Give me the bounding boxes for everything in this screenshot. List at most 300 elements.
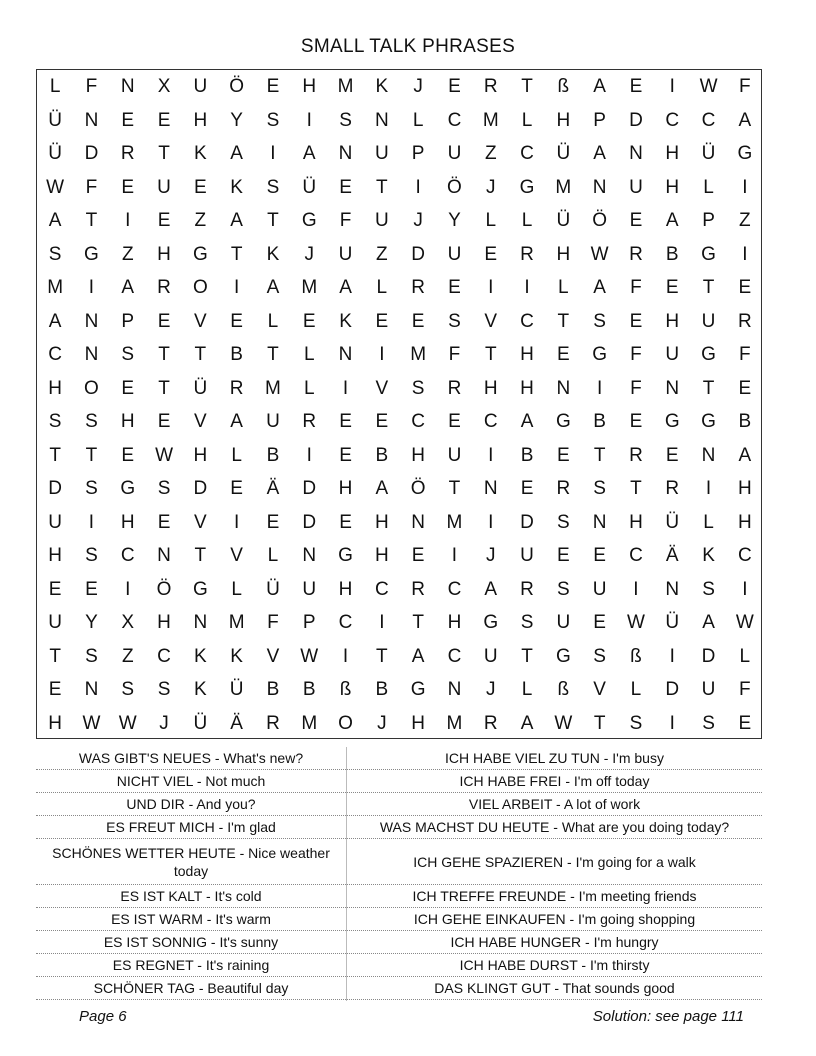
grid-letter: B xyxy=(520,444,534,466)
grid-letter: ß xyxy=(339,679,352,700)
grid-row xyxy=(37,137,761,171)
grid-letter: U xyxy=(266,411,280,432)
grid-letter: E xyxy=(121,444,135,466)
grid-letter: K xyxy=(339,310,352,332)
grid-letter: R xyxy=(483,712,498,734)
grid-letter: T xyxy=(49,645,61,667)
grid-letter: N xyxy=(120,76,135,97)
grid-row xyxy=(37,606,761,640)
grid-letter: O xyxy=(338,712,353,734)
grid-letter: I xyxy=(270,143,276,164)
grid-letter: L xyxy=(49,76,61,97)
grid-letter: E xyxy=(411,545,425,566)
grid-letter: V xyxy=(266,645,280,667)
grid-letter: F xyxy=(448,344,461,365)
grid-letter: V xyxy=(193,511,207,533)
grid-letter: L xyxy=(231,578,242,600)
grid-letter: Ö xyxy=(229,76,245,97)
grid-letter: Ä xyxy=(665,545,679,566)
grid-letter: F xyxy=(85,76,98,97)
grid-letter: G xyxy=(301,210,317,231)
phrase-left: SCHÖNER TAG - Beautiful day xyxy=(36,977,346,1000)
grid-letter: H xyxy=(411,444,426,466)
grid-letter: T xyxy=(267,344,279,365)
grid-letter: G xyxy=(519,176,535,198)
word-list-row xyxy=(36,885,762,908)
grid-letter: I xyxy=(669,76,675,97)
grid-letter: L xyxy=(521,210,533,231)
grid-letter: L xyxy=(267,545,279,566)
grid-letter: E xyxy=(375,310,389,332)
phrase-right: VIEL ARBEIT - A lot of work xyxy=(347,793,762,816)
page-title: SMALL TALK PHRASES xyxy=(300,36,516,57)
phrase-left: ES FREUT MICH - I'm glad xyxy=(36,816,346,839)
grid-letter: W xyxy=(82,712,101,734)
grid-letter: G xyxy=(192,578,208,600)
grid-row xyxy=(37,405,761,439)
grid-row xyxy=(37,573,761,607)
grid-letter: S xyxy=(339,109,352,131)
grid-letter: N xyxy=(193,612,208,633)
grid-letter: E xyxy=(448,76,461,97)
grid-letter: Y xyxy=(448,210,461,231)
grid-letter: J xyxy=(485,176,496,198)
grid-letter: E xyxy=(85,578,98,600)
grid-letter: L xyxy=(303,377,315,399)
grid-letter: T xyxy=(85,210,98,231)
grid-letter: Ü xyxy=(665,511,680,533)
grid-letter: U xyxy=(483,645,498,667)
grid-letter: I xyxy=(415,176,421,198)
grid-letter: H xyxy=(556,109,571,131)
grid-letter: M xyxy=(47,277,64,298)
grid-row xyxy=(37,70,761,104)
grid-letter: T xyxy=(85,444,98,466)
grid-letter: U xyxy=(701,679,716,700)
grid-letter: T xyxy=(412,612,424,633)
grid-letter: A xyxy=(302,143,316,164)
grid-letter: E xyxy=(302,310,316,332)
grid-letter: L xyxy=(485,210,497,231)
grid-row xyxy=(37,204,761,238)
grid-letter: D xyxy=(665,679,680,700)
grid-letter: T xyxy=(521,645,533,667)
grid-letter: U xyxy=(447,444,462,466)
grid-letter: T xyxy=(376,176,388,198)
grid-letter: H xyxy=(48,545,63,566)
grid-letter: J xyxy=(159,712,169,734)
page-number: Page 6 xyxy=(79,1008,127,1025)
grid-letter: T xyxy=(267,210,279,231)
grid-letter: T xyxy=(376,645,388,667)
grid-letter: T xyxy=(158,344,170,365)
grid-letter: I xyxy=(234,511,240,533)
grid-letter: E xyxy=(339,444,352,466)
grid-letter: T xyxy=(448,478,461,499)
grid-letter: B xyxy=(375,444,389,466)
grid-letter: I xyxy=(342,645,349,667)
grid-letter: Ü xyxy=(193,377,208,399)
grid-letter: I xyxy=(451,545,458,566)
grid-letter: Z xyxy=(376,243,388,265)
grid-letter: P xyxy=(121,310,135,332)
grid-letter: R xyxy=(157,277,171,298)
grid-letter: W xyxy=(554,712,573,734)
grid-letter: E xyxy=(121,176,135,198)
grid-letter: A xyxy=(593,277,606,298)
grid-letter: O xyxy=(84,377,99,399)
grid-letter: I xyxy=(669,645,675,667)
grid-letter: Z xyxy=(121,243,134,265)
grid-letter: R xyxy=(629,444,643,466)
grid-letter: S xyxy=(266,176,280,198)
grid-letter: E xyxy=(375,411,389,432)
grid-row xyxy=(37,539,761,573)
grid-letter: E xyxy=(593,545,606,566)
grid-letter: A xyxy=(593,143,606,164)
grid-letter: A xyxy=(375,478,389,499)
grid-row xyxy=(37,238,761,272)
grid-letter: M xyxy=(265,377,281,399)
grid-letter: I xyxy=(633,578,639,600)
grid-letter: K xyxy=(266,243,280,265)
grid-letter: U xyxy=(447,243,462,265)
grid-letter: X xyxy=(157,76,171,97)
grid-letter: H xyxy=(737,511,752,533)
grid-letter: A xyxy=(520,712,534,734)
grid-letter: S xyxy=(411,377,425,399)
grid-letter: A xyxy=(738,109,752,131)
grid-letter: N xyxy=(84,344,99,365)
grid-letter: C xyxy=(338,612,353,633)
grid-letter: H xyxy=(157,243,171,265)
grid-letter: C xyxy=(520,143,534,164)
phrase-left: NICHT VIEL - Not much xyxy=(36,770,346,793)
grid-letter: V xyxy=(593,679,606,700)
grid-letter: C xyxy=(665,109,680,131)
grid-letter: H xyxy=(374,545,389,566)
grid-letter: E xyxy=(665,277,679,298)
grid-letter: W xyxy=(46,176,65,198)
grid-letter: Z xyxy=(194,210,207,231)
grid-letter: I xyxy=(705,478,712,499)
phrase-right: ICH GEHE EINKAUFEN - I'm going shopping xyxy=(347,908,762,931)
grid-letter: B xyxy=(266,679,280,700)
grid-letter: Ä xyxy=(230,712,243,734)
word-list-row xyxy=(36,816,762,839)
grid-letter: E xyxy=(448,277,461,298)
grid-letter: H xyxy=(48,712,63,734)
phrase-right: ICH HABE FREI - I'm off today xyxy=(347,770,762,793)
grid-letter: N xyxy=(701,444,716,466)
grid-letter: G xyxy=(701,411,716,432)
grid-letter: R xyxy=(629,243,643,265)
grid-letter: R xyxy=(447,377,462,399)
grid-letter: G xyxy=(737,143,753,164)
grid-letter: E xyxy=(339,176,352,198)
grid-letter: U xyxy=(374,210,389,231)
word-list xyxy=(36,747,762,1001)
grid-letter: I xyxy=(306,109,312,131)
word-list-row xyxy=(36,954,762,977)
grid-letter: E xyxy=(556,444,570,466)
grid-letter: E xyxy=(193,176,207,198)
grid-letter: T xyxy=(194,344,207,365)
grid-letter: D xyxy=(302,478,317,499)
grid-letter: E xyxy=(48,578,62,600)
grid-letter: I xyxy=(742,243,748,265)
grid-letter: L xyxy=(630,679,642,700)
grid-letter: N xyxy=(592,511,607,533)
grid-letter: N xyxy=(629,143,643,164)
grid-row xyxy=(37,439,761,473)
grid-letter: N xyxy=(84,109,99,131)
grid-letter: Ü xyxy=(556,143,571,164)
grid-letter: F xyxy=(739,344,751,365)
grid-letter: N xyxy=(302,545,317,566)
grid-letter: N xyxy=(483,478,498,499)
grid-letter: S xyxy=(157,679,171,700)
grid-letter: H xyxy=(629,511,643,533)
grid-letter: Ü xyxy=(266,578,280,600)
grid-letter: C xyxy=(48,344,63,365)
grid-letter: I xyxy=(88,277,95,298)
phrase-right: ICH HABE VIEL ZU TUN - I'm busy xyxy=(347,747,762,770)
grid-letter: D xyxy=(48,478,63,499)
grid-letter: H xyxy=(737,478,752,499)
grid-letter: S xyxy=(520,612,534,633)
grid-letter: H xyxy=(520,377,534,399)
grid-letter: Ö xyxy=(592,210,608,231)
grid-letter: T xyxy=(49,444,61,466)
phrase-right: ICH HABE HUNGER - I'm hungry xyxy=(347,931,762,954)
grid-letter: W xyxy=(590,243,609,265)
grid-letter: C xyxy=(520,310,534,332)
grid-row xyxy=(37,673,761,707)
grid-letter: L xyxy=(703,511,714,533)
grid-letter: R xyxy=(556,478,571,499)
grid-letter: G xyxy=(701,243,716,265)
word-list-row xyxy=(36,908,762,931)
grid-letter: E xyxy=(339,411,352,432)
grid-row xyxy=(37,372,761,406)
grid-row xyxy=(37,104,761,138)
grid-letter: R xyxy=(411,578,426,600)
grid-letter: A xyxy=(48,210,62,231)
grid-letter: U xyxy=(302,578,317,600)
grid-letter: E xyxy=(629,411,643,432)
grid-letter: T xyxy=(194,545,207,566)
grid-letter: N xyxy=(447,679,462,700)
word-list-row xyxy=(36,977,762,1000)
grid-letter: S xyxy=(593,478,606,499)
grid-letter: L xyxy=(521,679,533,700)
grid-letter: R xyxy=(411,277,426,298)
grid-letter: U xyxy=(556,612,571,633)
grid-letter: I xyxy=(742,578,748,600)
grid-letter: A xyxy=(121,277,135,298)
grid-letter: F xyxy=(739,76,751,97)
grid-letter: F xyxy=(85,176,98,198)
grid-letter: I xyxy=(379,344,385,365)
grid-letter: I xyxy=(488,511,494,533)
grid-letter: D xyxy=(302,511,317,533)
phrase-left: SCHÖNES WETTER HEUTE - Nice weather today xyxy=(36,839,346,885)
grid-letter: V xyxy=(484,310,498,332)
grid-letter: A xyxy=(230,143,243,164)
grid-letter: C xyxy=(483,411,498,432)
grid-letter: V xyxy=(193,310,207,332)
grid-letter: I xyxy=(524,277,530,298)
grid-letter: T xyxy=(230,243,243,265)
grid-letter: Ä xyxy=(266,478,280,499)
word-list-row xyxy=(36,770,762,793)
word-search-grid xyxy=(36,69,762,739)
grid-letter: Ü xyxy=(665,612,680,633)
grid-letter: H xyxy=(447,612,462,633)
grid-letter: U xyxy=(447,143,462,164)
grid-letter: H xyxy=(338,478,353,499)
grid-letter: K xyxy=(230,176,243,198)
grid-letter: C xyxy=(374,578,389,600)
grid-letter: T xyxy=(521,76,533,97)
phrase-left: UND DIR - And you? xyxy=(36,793,346,816)
grid-letter: H xyxy=(665,176,680,198)
grid-letter: M xyxy=(446,511,463,533)
grid-letter: T xyxy=(593,444,606,466)
grid-letter: Y xyxy=(85,612,98,633)
grid-letter: M xyxy=(228,612,245,633)
phrase-left: ES REGNET - It's raining xyxy=(36,954,346,977)
grid-letter: Ö xyxy=(410,478,426,499)
grid-letter: E xyxy=(556,545,570,566)
grid-letter: E xyxy=(484,243,498,265)
grid-letter: D xyxy=(701,645,716,667)
grid-letter: S xyxy=(85,545,98,566)
grid-letter: F xyxy=(267,612,279,633)
grid-letter: H xyxy=(193,444,208,466)
grid-letter: A xyxy=(665,210,679,231)
grid-letter: A xyxy=(411,645,425,667)
grid-letter: S xyxy=(593,310,606,332)
grid-letter: L xyxy=(739,645,751,667)
grid-letter: U xyxy=(701,310,716,332)
grid-letter: E xyxy=(266,76,280,97)
grid-letter: E xyxy=(121,377,135,399)
grid-letter: E xyxy=(665,444,679,466)
grid-letter: H xyxy=(157,612,171,633)
word-list-row xyxy=(36,931,762,954)
grid-letter: U xyxy=(520,545,534,566)
grid-letter: M xyxy=(410,344,427,365)
grid-letter: K xyxy=(230,645,243,667)
grid-letter: V xyxy=(230,545,243,566)
grid-letter: Ü xyxy=(193,712,208,734)
grid-letter: H xyxy=(120,411,135,432)
grid-letter: D xyxy=(193,478,208,499)
phrase-right: DAS KLINGT GUT - That sounds good xyxy=(347,977,762,1000)
grid-letter: F xyxy=(630,277,642,298)
grid-letter: G xyxy=(120,478,136,499)
grid-row xyxy=(37,271,761,305)
grid-letter: A xyxy=(230,411,243,432)
grid-letter: U xyxy=(48,612,63,633)
grid-letter: ß xyxy=(557,76,570,97)
grid-letter: L xyxy=(703,176,714,198)
grid-letter: A xyxy=(593,76,606,97)
grid-letter: U xyxy=(665,344,680,365)
grid-letter: D xyxy=(84,143,99,164)
grid-row xyxy=(37,472,761,506)
grid-letter: L xyxy=(231,444,242,466)
grid-letter: C xyxy=(447,109,462,131)
grid-letter: J xyxy=(377,712,387,734)
grid-letter: I xyxy=(342,377,349,399)
grid-letter: M xyxy=(301,712,318,734)
grid-letter: P xyxy=(411,143,425,164)
grid-letter: I xyxy=(379,612,385,633)
grid-letter: R xyxy=(520,243,534,265)
grid-letter: B xyxy=(593,411,606,432)
grid-letter: Ü xyxy=(48,109,63,131)
grid-letter: D xyxy=(520,511,534,533)
grid-letter: I xyxy=(488,444,494,466)
grid-letter: H xyxy=(483,377,498,399)
grid-letter: S xyxy=(556,578,570,600)
phrase-right: ICH TREFFE FREUNDE - I'm meeting friends xyxy=(347,885,762,908)
grid-letter: Z xyxy=(484,143,497,164)
grid-letter: R xyxy=(120,143,135,164)
grid-letter: T xyxy=(484,344,497,365)
grid-letter: M xyxy=(301,277,318,298)
grid-letter: C xyxy=(447,645,462,667)
grid-letter: Ö xyxy=(156,578,172,600)
grid-row xyxy=(37,338,761,372)
grid-letter: W xyxy=(300,645,319,667)
grid-letter: H xyxy=(665,310,680,332)
grid-letter: G xyxy=(483,612,499,633)
grid-letter: H xyxy=(520,344,534,365)
grid-letter: C xyxy=(701,109,716,131)
grid-letter: H xyxy=(120,511,135,533)
grid-letter: U xyxy=(338,243,353,265)
grid-row xyxy=(37,640,761,674)
grid-letter: N xyxy=(338,344,353,365)
grid-letter: E xyxy=(157,511,171,533)
grid-letter: E xyxy=(411,310,425,332)
grid-letter: N xyxy=(556,377,571,399)
grid-letter: S xyxy=(121,344,135,365)
grid-letter: I xyxy=(597,377,603,399)
grid-letter: U xyxy=(193,76,208,97)
grid-letter: J xyxy=(485,679,496,700)
grid-letter: F xyxy=(339,210,352,231)
grid-letter: Ü xyxy=(302,176,317,198)
grid-letter: U xyxy=(629,176,643,198)
grid-letter: E xyxy=(593,612,606,633)
grid-letter: E xyxy=(556,344,570,365)
grid-letter: E xyxy=(629,210,643,231)
grid-letter: G xyxy=(555,645,571,667)
grid-letter: A xyxy=(48,310,62,332)
grid-letter: O xyxy=(192,277,208,298)
grid-letter: J xyxy=(485,545,496,566)
grid-letter: Z xyxy=(121,645,134,667)
grid-letter: N xyxy=(338,143,353,164)
grid-letter: T xyxy=(630,478,642,499)
word-list-row xyxy=(36,793,762,816)
grid-letter: E xyxy=(520,478,534,499)
